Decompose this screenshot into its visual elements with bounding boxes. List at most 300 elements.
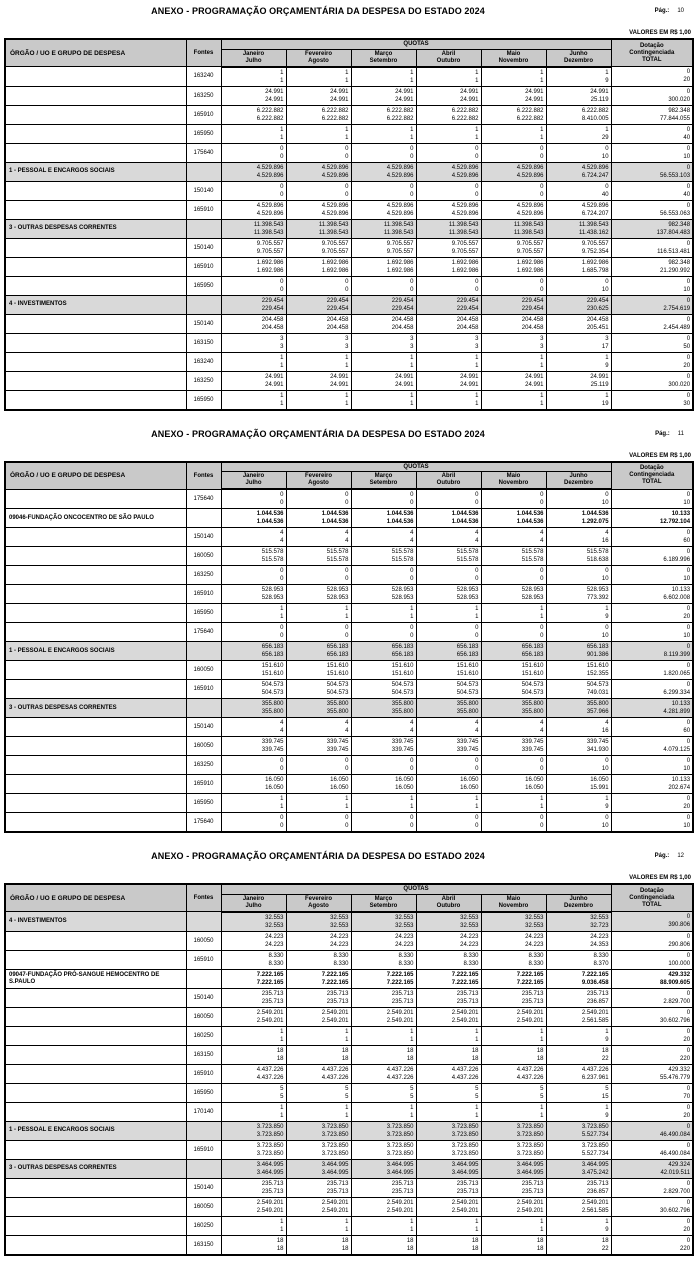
quota-value-jan-jun: 151.610 bbox=[456, 663, 479, 669]
quota-value-jan-jun: 1.692.986 bbox=[386, 259, 414, 266]
quota-cell bbox=[416, 295, 481, 314]
fonte-code-cell: 160250 bbox=[186, 1216, 221, 1235]
quota-cell bbox=[221, 200, 286, 219]
quota-value-jul-dez: 3.723.850 bbox=[386, 1131, 414, 1138]
quota-cell bbox=[416, 238, 481, 257]
quota-value-jul-dez: 504.573 bbox=[456, 690, 479, 696]
quota-cell bbox=[221, 238, 286, 257]
quota-value-jan-jun: 1 bbox=[475, 1218, 479, 1225]
total-value: 1.820.065 bbox=[663, 671, 691, 677]
total-cell bbox=[611, 680, 693, 699]
quota-cell bbox=[286, 67, 351, 87]
org-cell-empty bbox=[5, 585, 186, 604]
title-row bbox=[0, 6, 696, 21]
quota-value-jul-dez: 656.183 bbox=[261, 652, 284, 658]
quota-value-jul-dez: 2.549.201 bbox=[386, 1207, 414, 1214]
quota-value-jan-jun: 0 bbox=[605, 758, 609, 764]
quota-value-jan-jun: 16.050 bbox=[265, 777, 284, 783]
quota-cell bbox=[351, 950, 416, 969]
month-header-line: Abril bbox=[441, 50, 456, 57]
quota-cell bbox=[416, 718, 481, 737]
quota-value-jul-dez: 749.031 bbox=[586, 690, 609, 696]
quota-value-jan-jun: 24.991 bbox=[525, 88, 544, 95]
table-row bbox=[5, 566, 693, 585]
table-row bbox=[5, 718, 693, 737]
fonte-code-cell: 163150 bbox=[186, 1235, 221, 1255]
quota-value-jul-dez: 0 bbox=[280, 766, 284, 772]
quota-value-jan-jun: 11.398.543 bbox=[513, 221, 544, 228]
fonte-code-cell: 165950 bbox=[186, 794, 221, 813]
quota-cell bbox=[286, 931, 351, 950]
total-value: 46.490.084 bbox=[660, 1150, 691, 1157]
table-row bbox=[5, 67, 693, 87]
quota-value-jul-dez: 18 bbox=[471, 1055, 479, 1062]
quota-value-jan-jun: 24.223 bbox=[460, 933, 479, 940]
quota-value-jan-jun: 1.692.986 bbox=[581, 259, 609, 266]
quota-value-jul-dez: 16.050 bbox=[525, 785, 544, 791]
quota-value-jan-jun: 2.549.201 bbox=[451, 1199, 479, 1206]
total-value: 2.454.489 bbox=[663, 324, 691, 331]
quota-cell bbox=[546, 1083, 611, 1102]
quota-value-jul-dez: 1.685.798 bbox=[581, 267, 609, 274]
month-header-line: Fevereiro bbox=[304, 50, 332, 57]
quota-value-jul-dez: 22 bbox=[601, 1245, 609, 1252]
contingenciada-value: 429.332 bbox=[668, 971, 691, 978]
quota-value-jul-dez: 16.050 bbox=[265, 785, 284, 791]
quota-value-jul-dez: 204.458 bbox=[521, 324, 544, 331]
total-cell bbox=[611, 737, 693, 756]
quota-value-jan-jun: 0 bbox=[410, 278, 414, 285]
contingenciada-value: 0 bbox=[686, 952, 691, 959]
quota-cell bbox=[416, 912, 481, 932]
quota-value-jul-dez: 11.398.543 bbox=[513, 229, 544, 236]
total-value: 202.674 bbox=[668, 785, 691, 791]
month-header-line: Março bbox=[374, 473, 393, 479]
quota-value-jan-jun: 9.705.557 bbox=[581, 240, 609, 247]
quota-value-jan-jun: 6.222.882 bbox=[321, 107, 349, 114]
org-cell-empty bbox=[5, 200, 186, 219]
quota-value-jan-jun: 515.578 bbox=[586, 549, 609, 555]
quota-value-jul-dez: 32.553 bbox=[460, 922, 479, 929]
quota-value-jul-dez: 24.991 bbox=[330, 381, 349, 388]
quota-value-jan-jun: 151.610 bbox=[261, 663, 284, 669]
quota-value-jul-dez: 1 bbox=[410, 1226, 414, 1233]
total-cell bbox=[611, 718, 693, 737]
quota-cell bbox=[481, 257, 546, 276]
month-header-line: Junho bbox=[569, 895, 588, 902]
total-value: 10 bbox=[683, 286, 691, 293]
org-group-label: 4 - INVESTIMENTOS bbox=[5, 912, 186, 932]
table-row bbox=[5, 1045, 693, 1064]
table-header bbox=[5, 462, 693, 490]
quota-value-jan-jun: 504.573 bbox=[391, 682, 414, 688]
quota-cell bbox=[221, 813, 286, 833]
quota-value-jul-dez: 0 bbox=[345, 191, 349, 198]
table-row bbox=[5, 988, 693, 1007]
month-header-line: Setembro bbox=[369, 57, 398, 64]
fonte-code-cell: 165910 bbox=[186, 775, 221, 794]
quota-value-jan-jun: 339.745 bbox=[521, 739, 544, 745]
quota-value-jan-jun: 3.464.995 bbox=[516, 1161, 544, 1168]
quota-value-jan-jun: 4 bbox=[605, 530, 609, 536]
quota-cell bbox=[221, 1197, 286, 1216]
quota-cell bbox=[351, 680, 416, 699]
page-number bbox=[655, 8, 684, 14]
contingenciada-value: 0 bbox=[686, 297, 691, 304]
quota-value-jul-dez: 8.330 bbox=[528, 960, 544, 967]
quota-value-jul-dez: 3.475.242 bbox=[581, 1169, 609, 1176]
quota-value-jan-jun: 9.705.557 bbox=[516, 240, 544, 247]
table-row bbox=[5, 931, 693, 950]
fonte-code-cell: 165950 bbox=[186, 604, 221, 623]
quota-cell bbox=[286, 162, 351, 181]
org-cell-empty bbox=[5, 1197, 186, 1216]
quota-value-jul-dez: 25.119 bbox=[590, 96, 609, 103]
quota-value-jan-jun: 1 bbox=[540, 796, 544, 802]
quota-value-jan-jun: 1 bbox=[475, 796, 479, 802]
fonte-code-cell bbox=[186, 1121, 221, 1140]
quota-value-jul-dez: 1 bbox=[280, 400, 284, 407]
quota-value-jul-dez: 0 bbox=[475, 633, 479, 639]
quota-value-jan-jun: 0 bbox=[280, 278, 284, 285]
column-header-month bbox=[221, 472, 286, 490]
quota-value-jul-dez: 0 bbox=[475, 191, 479, 198]
fonte-code-cell bbox=[186, 1159, 221, 1178]
quota-value-jul-dez: 1 bbox=[540, 1112, 544, 1119]
quota-value-jul-dez: 6.724.247 bbox=[581, 172, 609, 179]
contingenciada-value: 0 bbox=[686, 1104, 691, 1111]
table-row bbox=[5, 1197, 693, 1216]
quota-value-jan-jun: 1 bbox=[540, 126, 544, 133]
quota-cell bbox=[481, 969, 546, 988]
quota-cell bbox=[416, 547, 481, 566]
quota-cell bbox=[481, 276, 546, 295]
quota-cell bbox=[416, 642, 481, 661]
quota-value-jan-jun: 9.705.557 bbox=[256, 240, 284, 247]
column-header-month bbox=[221, 49, 286, 67]
quota-cell bbox=[351, 969, 416, 988]
quota-cell bbox=[416, 390, 481, 410]
quota-value-jan-jun: 32.553 bbox=[330, 914, 349, 921]
quota-value-jan-jun: 7.222.165 bbox=[386, 971, 414, 978]
quota-value-jul-dez: 151.610 bbox=[326, 671, 349, 677]
quota-value-jul-dez: 4 bbox=[540, 728, 544, 734]
org-cell-empty bbox=[5, 604, 186, 623]
quota-value-jan-jun: 24.991 bbox=[265, 88, 284, 95]
quota-cell bbox=[546, 371, 611, 390]
total-cell bbox=[611, 813, 693, 833]
quota-value-jan-jun: 235.713 bbox=[586, 1180, 609, 1187]
quota-cell bbox=[481, 489, 546, 509]
quota-value-jan-jun: 0 bbox=[280, 815, 284, 821]
fonte-code-cell: 160050 bbox=[186, 1197, 221, 1216]
quota-value-jul-dez: 9 bbox=[605, 1112, 609, 1119]
quota-cell bbox=[416, 623, 481, 642]
quota-cell bbox=[221, 124, 286, 143]
quota-value-jan-jun: 0 bbox=[540, 183, 544, 190]
quota-value-jul-dez: 1 bbox=[280, 1112, 284, 1119]
contingenciada-value: 0 bbox=[686, 990, 691, 997]
quota-cell bbox=[286, 661, 351, 680]
total-value: 21.290.992 bbox=[660, 267, 691, 274]
quota-cell bbox=[416, 352, 481, 371]
quota-value-jan-jun: 4 bbox=[475, 530, 479, 536]
table-row bbox=[5, 333, 693, 352]
fonte-code-cell: 150140 bbox=[186, 238, 221, 257]
quota-value-jan-jun: 0 bbox=[605, 183, 609, 190]
quota-cell bbox=[221, 585, 286, 604]
quota-value-jan-jun: 0 bbox=[280, 625, 284, 631]
column-header-month bbox=[351, 894, 416, 912]
quota-cell bbox=[351, 1197, 416, 1216]
quota-value-jan-jun: 8.330 bbox=[463, 952, 479, 959]
table-row bbox=[5, 238, 693, 257]
quota-value-jan-jun: 1 bbox=[410, 69, 414, 76]
quota-cell bbox=[221, 181, 286, 200]
total-value: 10 bbox=[683, 823, 691, 829]
org-cell-empty bbox=[5, 794, 186, 813]
quota-value-jan-jun: 2.549.201 bbox=[451, 1009, 479, 1016]
quota-cell bbox=[546, 276, 611, 295]
month-header-line: Maio bbox=[506, 895, 521, 902]
quota-cell bbox=[221, 1140, 286, 1159]
quota-value-jul-dez: 0 bbox=[410, 500, 414, 506]
month-header-line: Outubro bbox=[436, 57, 461, 64]
total-value: 4.079.125 bbox=[663, 747, 691, 753]
quota-cell bbox=[416, 489, 481, 509]
total-cell bbox=[611, 1178, 693, 1197]
quota-cell bbox=[416, 276, 481, 295]
total-value: 6.602.008 bbox=[663, 595, 691, 601]
quota-value-jan-jun: 0 bbox=[410, 568, 414, 574]
fonte-code-cell: 165950 bbox=[186, 276, 221, 295]
contingenciada-value: 0 bbox=[686, 164, 691, 171]
total-cell bbox=[611, 124, 693, 143]
quota-value-jan-jun: 515.578 bbox=[521, 549, 544, 555]
org-cell-empty bbox=[5, 238, 186, 257]
total-cell bbox=[611, 756, 693, 775]
quota-value-jul-dez: 6.222.882 bbox=[451, 115, 479, 122]
quota-value-jul-dez: 18 bbox=[406, 1245, 414, 1252]
quota-cell bbox=[286, 124, 351, 143]
total-cell bbox=[611, 257, 693, 276]
quota-value-jul-dez: 1.692.986 bbox=[256, 267, 284, 274]
quota-value-jan-jun: 1 bbox=[475, 126, 479, 133]
quota-cell bbox=[351, 912, 416, 932]
quota-value-jan-jun: 9.705.557 bbox=[321, 240, 349, 247]
quota-value-jan-jun: 4 bbox=[280, 720, 284, 726]
quota-value-jan-jun: 229.454 bbox=[521, 297, 544, 304]
quota-value-jan-jun: 5 bbox=[605, 1085, 609, 1092]
quota-value-jan-jun: 1 bbox=[605, 1218, 609, 1225]
total-cell bbox=[611, 238, 693, 257]
fonte-code-cell: 165910 bbox=[186, 1140, 221, 1159]
quota-cell bbox=[221, 1121, 286, 1140]
quota-value-jan-jun: 1.044.536 bbox=[386, 511, 414, 517]
quota-value-jan-jun: 1 bbox=[345, 1104, 349, 1111]
report-page-12 bbox=[0, 845, 696, 1256]
quota-value-jan-jun: 528.953 bbox=[521, 587, 544, 593]
quota-value-jul-dez: 9 bbox=[605, 362, 609, 369]
quota-value-jan-jun: 656.183 bbox=[521, 644, 544, 650]
quota-value-jul-dez: 1.692.986 bbox=[386, 267, 414, 274]
month-header-line: Janeiro bbox=[242, 473, 265, 479]
quota-value-jan-jun: 1 bbox=[605, 1028, 609, 1035]
quota-value-jan-jun: 4.529.896 bbox=[386, 164, 414, 171]
quota-value-jan-jun: 656.183 bbox=[261, 644, 284, 650]
quota-value-jul-dez: 18 bbox=[471, 1245, 479, 1252]
quota-cell bbox=[481, 295, 546, 314]
quota-value-jan-jun: 24.991 bbox=[395, 373, 414, 380]
quota-cell bbox=[481, 219, 546, 238]
currency-note: VALORES EM R$ 1,00 bbox=[629, 875, 691, 881]
quota-value-jan-jun: 4.529.896 bbox=[321, 202, 349, 209]
quota-value-jul-dez: 24.223 bbox=[265, 941, 284, 948]
quota-value-jul-dez: 0 bbox=[475, 286, 479, 293]
table-row bbox=[5, 105, 693, 124]
contingenciada-value: 0 bbox=[686, 491, 691, 498]
quota-value-jul-dez: 656.183 bbox=[326, 652, 349, 658]
quota-value-jul-dez: 0 bbox=[475, 576, 479, 582]
total-cell bbox=[611, 1140, 693, 1159]
quota-value-jul-dez: 0 bbox=[345, 286, 349, 293]
quota-cell bbox=[286, 1216, 351, 1235]
quota-value-jan-jun: 1.044.536 bbox=[516, 511, 544, 517]
quota-cell bbox=[351, 1178, 416, 1197]
quota-value-jan-jun: 0 bbox=[540, 278, 544, 285]
quota-cell bbox=[481, 912, 546, 932]
quota-value-jan-jun: 204.458 bbox=[326, 316, 349, 323]
quota-value-jan-jun: 528.953 bbox=[456, 587, 479, 593]
org-cell-empty bbox=[5, 1026, 186, 1045]
fonte-code-cell: 150140 bbox=[186, 718, 221, 737]
quota-value-jul-dez: 1 bbox=[345, 400, 349, 407]
month-header-line: Julho bbox=[245, 902, 262, 909]
quota-cell bbox=[286, 352, 351, 371]
quota-value-jan-jun: 1 bbox=[410, 606, 414, 612]
org-cell-empty bbox=[5, 489, 186, 509]
page-title: ANEXO - PROGRAMAÇÃO ORÇAMENTÁRIA DA DESPESA DO ESTADO 2024 bbox=[151, 428, 485, 439]
quota-cell bbox=[481, 1045, 546, 1064]
total-cell bbox=[611, 1159, 693, 1178]
quota-value-jul-dez: 0 bbox=[540, 191, 544, 198]
quota-value-jul-dez: 4.529.896 bbox=[256, 210, 284, 217]
quota-value-jan-jun: 4.529.896 bbox=[386, 202, 414, 209]
total-cell bbox=[611, 67, 693, 87]
quota-value-jan-jun: 4.437.226 bbox=[581, 1066, 609, 1073]
quota-value-jul-dez: 236.857 bbox=[586, 1188, 609, 1195]
quota-value-jan-jun: 1 bbox=[540, 1218, 544, 1225]
quota-value-jan-jun: 2.549.201 bbox=[386, 1199, 414, 1206]
quota-value-jan-jun: 151.610 bbox=[391, 663, 414, 669]
quota-cell bbox=[546, 950, 611, 969]
quota-value-jan-jun: 528.953 bbox=[391, 587, 414, 593]
quota-value-jan-jun: 339.745 bbox=[391, 739, 414, 745]
fonte-code-cell: 165950 bbox=[186, 124, 221, 143]
quota-value-jan-jun: 11.398.543 bbox=[578, 221, 609, 228]
quota-value-jul-dez: 2.549.201 bbox=[321, 1207, 349, 1214]
quota-cell bbox=[416, 124, 481, 143]
quota-cell bbox=[481, 1007, 546, 1026]
quota-cell bbox=[546, 1045, 611, 1064]
quota-value-jan-jun: 1 bbox=[605, 1104, 609, 1111]
quota-value-jul-dez: 9.705.557 bbox=[321, 248, 349, 255]
quota-cell bbox=[286, 1121, 351, 1140]
quota-value-jan-jun: 16.050 bbox=[590, 777, 609, 783]
quota-value-jan-jun: 1 bbox=[475, 1028, 479, 1035]
quota-value-jan-jun: 0 bbox=[280, 758, 284, 764]
quota-cell bbox=[351, 1140, 416, 1159]
total-value: 50 bbox=[683, 343, 691, 350]
total-value: 88.909.605 bbox=[660, 979, 691, 986]
quota-value-jul-dez: 0 bbox=[280, 286, 284, 293]
quota-value-jan-jun: 4.529.896 bbox=[451, 202, 479, 209]
quota-value-jul-dez: 355.800 bbox=[521, 709, 544, 715]
table-row bbox=[5, 1159, 693, 1178]
currency-note: VALORES EM R$ 1,00 bbox=[629, 30, 691, 36]
quota-value-jul-dez: 1 bbox=[280, 134, 284, 141]
org-cell-empty bbox=[5, 371, 186, 390]
quota-cell bbox=[546, 509, 611, 528]
quota-value-jan-jun: 4 bbox=[475, 720, 479, 726]
quota-cell bbox=[546, 680, 611, 699]
quota-value-jul-dez: 1 bbox=[540, 77, 544, 84]
quota-value-jan-jun: 1.044.536 bbox=[321, 511, 349, 517]
contingenciada-value: 0 bbox=[686, 354, 691, 361]
quota-cell bbox=[481, 566, 546, 585]
quota-value-jul-dez: 1 bbox=[540, 134, 544, 141]
quota-value-jan-jun: 1 bbox=[345, 126, 349, 133]
quota-value-jul-dez: 0 bbox=[280, 576, 284, 582]
total-cell bbox=[611, 931, 693, 950]
quota-cell bbox=[286, 143, 351, 162]
quota-cell bbox=[481, 1197, 546, 1216]
quota-cell bbox=[481, 509, 546, 528]
contingenciada-value: 0 bbox=[686, 1142, 691, 1149]
month-header-line: Dezembro bbox=[564, 902, 594, 909]
quota-value-jan-jun: 151.610 bbox=[586, 663, 609, 669]
quota-cell bbox=[481, 333, 546, 352]
quota-cell bbox=[546, 623, 611, 642]
quota-value-jul-dez: 0 bbox=[410, 576, 414, 582]
org-cell-empty bbox=[5, 314, 186, 333]
quota-value-jul-dez: 1 bbox=[410, 804, 414, 810]
org-cell-empty bbox=[5, 67, 186, 87]
org-group-label: 1 - PESSOAL E ENCARGOS SOCIAIS bbox=[5, 642, 186, 661]
total-value: 6.189.996 bbox=[663, 557, 691, 563]
column-header-quotas: QUOTAS bbox=[221, 462, 611, 472]
quota-value-jan-jun: 515.578 bbox=[391, 549, 414, 555]
total-value: 10 bbox=[683, 153, 691, 160]
column-header-fontes: Fontes bbox=[186, 39, 221, 67]
total-cell bbox=[611, 1083, 693, 1102]
month-header-line: Dezembro bbox=[564, 57, 594, 64]
quota-value-jan-jun: 2.549.201 bbox=[581, 1199, 609, 1206]
quota-value-jul-dez: 6.222.882 bbox=[256, 115, 284, 122]
month-header-line: Janeiro bbox=[242, 50, 265, 57]
quota-value-jul-dez: 8.370 bbox=[593, 960, 609, 967]
quota-value-jul-dez: 656.183 bbox=[391, 652, 414, 658]
table-row bbox=[5, 912, 693, 932]
quota-value-jul-dez: 0 bbox=[410, 286, 414, 293]
quota-value-jan-jun: 24.223 bbox=[265, 933, 284, 940]
org-cell-empty bbox=[5, 86, 186, 105]
quota-cell bbox=[481, 162, 546, 181]
quota-value-jul-dez: 4 bbox=[540, 538, 544, 544]
quota-value-jan-jun: 32.553 bbox=[460, 914, 479, 921]
quota-value-jan-jun: 4.529.896 bbox=[451, 164, 479, 171]
quota-cell bbox=[416, 969, 481, 988]
